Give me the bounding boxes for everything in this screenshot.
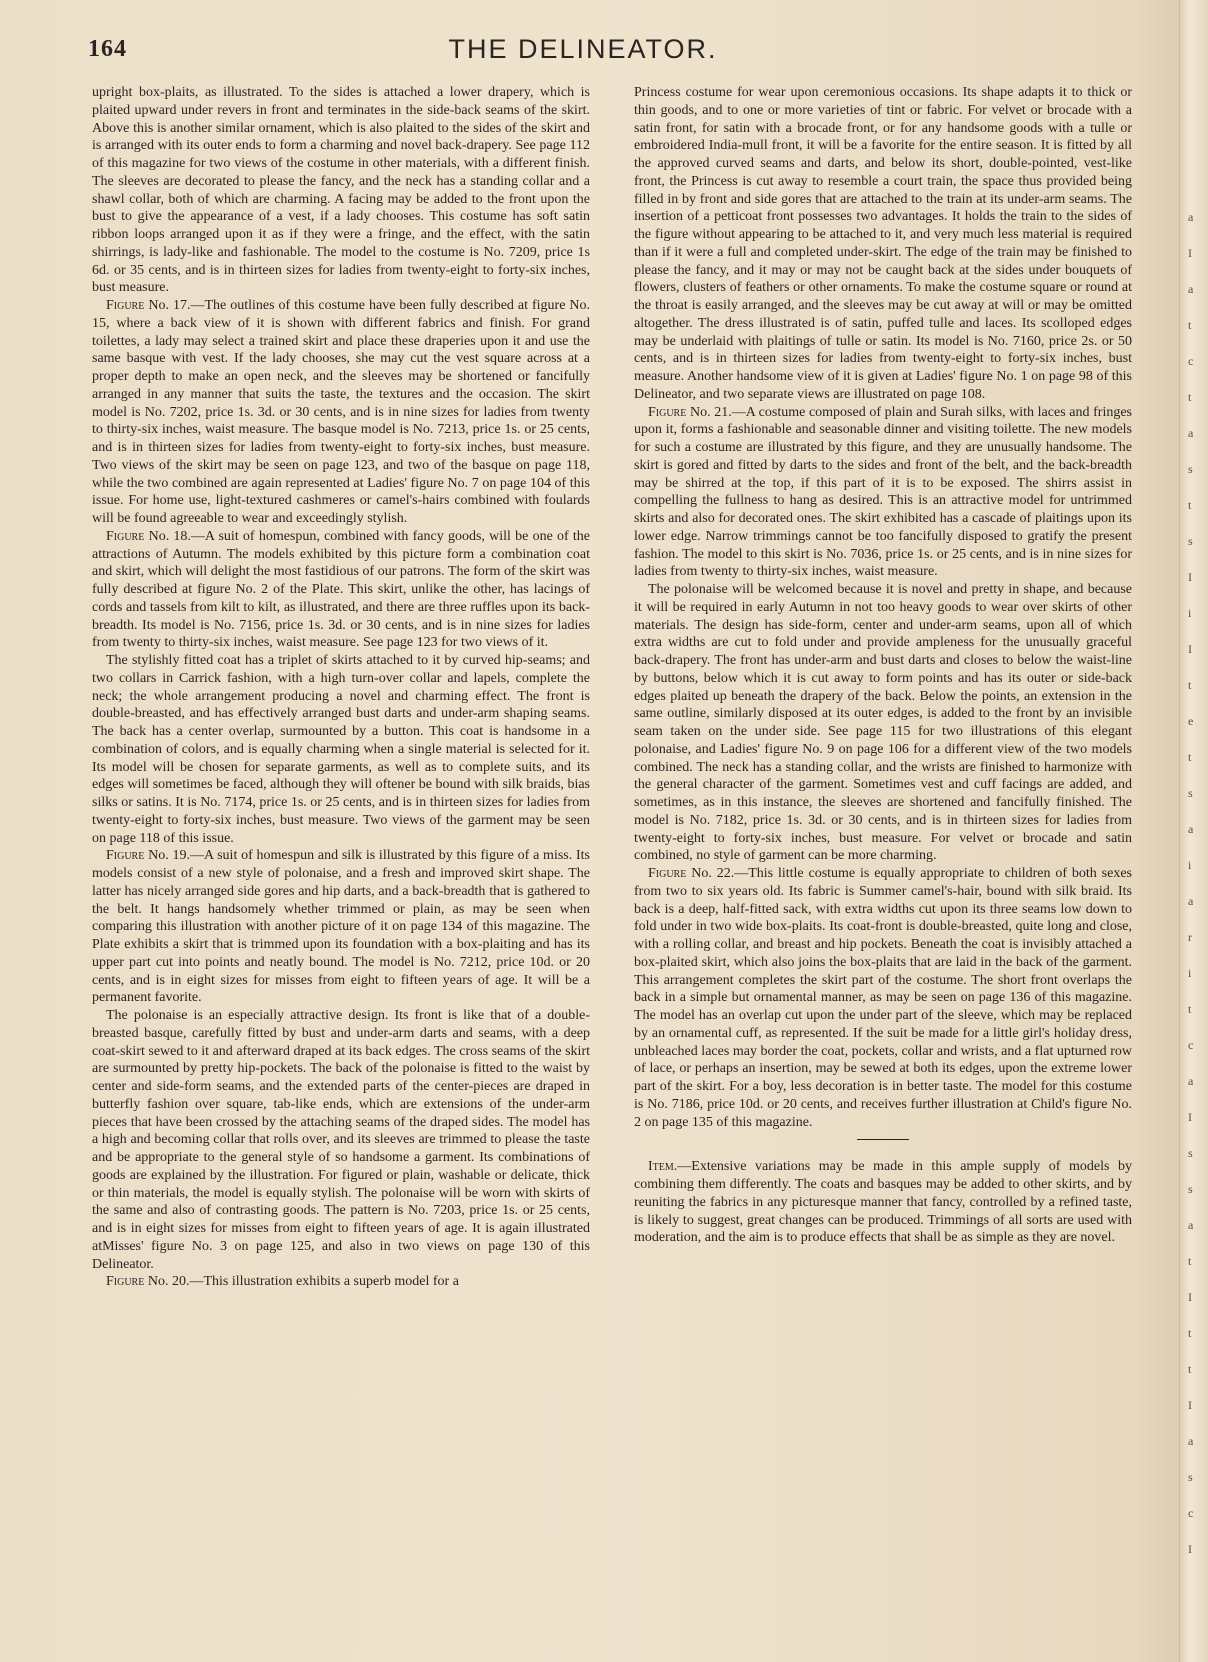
paragraph-text: upright box-plaits, as illustrated. To the sides is attached a lower drapery, which is plaited upward under revers in front and terminates in the side-back seams of the skirt. Above this is another similar ornament, which is also plaited to the sides of the skirt and is arranged with its outer ends to form a charming and novel back-drapery. See page 112 of this magazine for two views of the costume in other materials, with a different finish. The sleeves are decorated to please the fancy, and the neck has a standing collar and a shawl collar, both of which are charming. A facing may be added to the front upon the bust to give the appearance of a vest, if a lady chooses. This costume has soft satin ribbon loops arranged upon it as if they were a fringe, and the effect, with the satin shirrings, is lady-like and fashionable. The model to the costume is No. 7209, price 1s 6d. or 35 cents, and is in thirteen sizes for ladies from twenty-eight to forty-six inches, bust measure. xyxy=(92,85,590,296)
edge-letter: t xyxy=(1188,318,1192,332)
paragraph xyxy=(634,404,1132,582)
paragraph-lead: Figure xyxy=(106,528,145,544)
edge-letter: I xyxy=(1188,1398,1192,1412)
edge-letter: i xyxy=(1188,858,1192,872)
paragraph-text: No. 22.—This little costume is equally appropriate to children of both sexes from two to six years old. Its fabric is Summer camel's-hair, bound with silk braid. Its back is a deep, half-fitted sack, with extra widths cut upon its three seams low down to fold under in two wide box-plaits. Its coat-front is double-breasted, quite long and close, with a rolling collar, and breast and hip pockets. Beneath the coat is invisibly attached a box-plaited skirt, which also joins the box-plaits that are laid in the back of the garment. This arrangement completes the skirt part of the costume. The short front overlaps the back in a simple but ornamental manner, as may be seen on page 136 of this magazine. The model has an overlap cut upon the under part of the sleeve, which may be replaced by an ornamental cuff, as represented. If the suit be made for a little girl's holiday dress, unbleached laces may border the coat, pockets, collar and wrists, and a flat upturned row of lace, or perhaps an insertion, may be sewed at both its edges, upon the extreme lower part of the skirt. For a boy, less decoration is in better taste. The model for this costume is No. 7186, price 10d. or 20 cents, and receives further illustration at Child's figure No. 2 on page 135 of this magazine. xyxy=(634,866,1132,1130)
edge-letter: t xyxy=(1188,1362,1192,1376)
edge-letter: a xyxy=(1188,210,1194,224)
edge-letter: t xyxy=(1188,750,1192,764)
page-number: 164 xyxy=(88,36,127,62)
right-column xyxy=(634,84,1132,1247)
edge-letter: t xyxy=(1188,1002,1192,1016)
edge-letter: s xyxy=(1188,462,1193,476)
edge-letter: t xyxy=(1188,390,1192,404)
paragraph xyxy=(92,297,590,528)
edge-letter: a xyxy=(1188,282,1194,296)
item-note xyxy=(634,1158,1132,1247)
edge-letter: s xyxy=(1188,534,1193,548)
paragraph-text: No. 19.—A suit of homespun and silk is illustrated by this figure of a miss. Its models consist of a new style of polonaise, and a fresh and improved skirt shape. The latter has nicely arranged side gores and hip darts, and a back-breadth that is gathered to the belt. It hangs handsomely whether trimmed or plain, as may be seen when comparing this illustration with another picture of it on page 134 of this magazine. The Plate exhibits a skirt that is trimmed upon its foundation with a box-plaiting and has its upper part cut into points and neatly bound. The model is No. 7212, price 10d. or 20 cents, and is in eight sizes for misses from eight to fifteen years of age. It will be a permanent favorite. xyxy=(92,848,591,1006)
edge-letter: I xyxy=(1188,570,1192,584)
edge-letter: a xyxy=(1188,822,1194,836)
paragraph-text: Princess costume for wear upon ceremonious occasions. Its shape adapts it to thick or thin goods, and to one or more varieties of tint or fabric. For velvet or brocade with a satin front, for satin with a brocade front, or for any handsome goods with a tulle or embroidered India-mull front, it will be a favorite for the entire season. It is fitted by all the approved curved seams and darts, and below its short, double-pointed, vest-like front, the Princess is cut away to resemble a court train, the space thus provided being filled in by front and side gores that are attached to the train at its under-arm seams. The insertion of a petticoat front possesses two advantages. It holds the train to the sides of the figure without appearing to be attached to it, and very much less material is required than if it were a full and completed under-skirt. The edge of the train may be finished to please the fancy, and it may or may not be caught back at the sides under bouquets of flowers, clusters of feathers or other ornaments. To make the costume square or round at the throat is easily arranged, and the sleeves may be cut away at will or may be omitted altogether. The dress illustrated is of satin, puffed tulle and laces. Its scolloped edges may be underlaid with plaitings of tulle or satin. Its model is No. 7160, price 2s. or 50 cents, and is in thirteen sizes for ladies from twenty-eight to forty-six inches, bust measure. Another handsome view of it is given at Ladies' figure No. 1 on page 98 of this Delineator, and two separate views are illustrated on page 108. xyxy=(634,85,1132,402)
paragraph-text: The stylishly fitted coat has a triplet of skirts attached to it by curved hip-seams; and two collars in Carrick fashion, with a high turn-over collar and lapels, complete the neck; the whole arrangement producing a novel and charming effect. The front is double-breasted, and has effectively arranged bust darts and under-arm shaping seams. The back has a center overlap, surmounted by a button. This coat is handsome in a combination of colors, and is equally charming when a single material is selected for it. Its model will be chosen for separate garments, as well as to complete suits, and its edges will sometimes be faced, although they will oftener be bound with silk braids, bias silks or satins. It is No. 7174, price 1s. or 25 cents, and is in thirteen sizes for ladies from twenty-eight to forty-six inches, bust measure. Two views of the garment may be seen on page 118 of this issue. xyxy=(92,653,590,846)
paragraph-lead: Figure xyxy=(106,298,145,313)
left-column xyxy=(92,84,590,1291)
paragraph-text: No. 21.—A costume composed of plain and Surah silks, with laces and fringes upon it, forms a fashionable and seasonable dinner and visiting toilette. The new models for such a costume are illustrated by this figure, and they are unusually handsome. The skirt is gored and fitted by darts to the sides and front of the belt, and the back-breadth may be shirred at the top, if this part of it is to be exposed. The shirrs assist in compelling the fullness to hang as desired. This is an attractive model for untrimmed skirts and also for decorated ones. The skirt exhibited has a cascade of plaitings upon its lower edge. Narrow trimmings cannot be too fancifully disposed to gratify the present fashion. The model to this skirt is No. 7036, price 1s. or 25 cents, and is in nine sizes for ladies from twenty to thirty-six inches, waist measure. xyxy=(634,404,1132,580)
edge-letter: I xyxy=(1188,1290,1192,1304)
edge-letter: t xyxy=(1188,498,1192,512)
edge-letter: s xyxy=(1188,1470,1193,1484)
adjacent-page-edge xyxy=(1179,0,1208,1662)
paragraph-lead: Figure xyxy=(648,404,687,420)
paragraph-text: The polonaise will be welcomed because it is novel and pretty in shape, and because it will be required in early Autumn in not too heavy goods to wear over skirts of other materials. The design has side-form, center and under-arm seams, upon all of which extra widths are cut to fold under and provide ampleness for the unusually graceful back-drapery. The front has under-arm and bust darts and closes to below the waist-line by buttons, below which it is cut away to form points and has its outer or side-back edges plaited up beneath the drapery of the back. Below the points, an extension in the same outline, similarly disposed at its outer edges, is added to the front by an invisible seam taken on the under side. See page 115 for two illustrations of this elegant polonaise, and Ladies' figure No. 9 on page 106 for a different view of the two models combined. The neck has a standing collar, and the wrists are finished to harmonize with the general character of the garment. Sometimes vest and cuff facings are added, and sometimes, as in this instance, the sleeves are shortened and fancifully finished. The model is No. 7182, price 1s. 3d. or 30 cents, and is in thirteen sizes for ladies from twenty-eight to forty-six inches, bust measure. For velvet or brocade and satin combined, no style of garment can be more charming. xyxy=(634,582,1132,864)
paragraph xyxy=(92,528,590,652)
edge-letter: i xyxy=(1188,966,1192,980)
edge-letter: i xyxy=(1188,606,1192,620)
edge-letter: c xyxy=(1188,1506,1194,1520)
paragraph xyxy=(634,865,1132,1131)
paragraph-text: No. 18.—A suit of homespun, combined with fancy goods, will be one of the attractions of Autumn. The models exhibited by this picture form a combination coat and skirt, which will delight the most fastidious of our patrons. The form of the skirt was fully described at figure No. 2 of the Plate. This skirt, unlike the other, has lacings of cords and tassels from kilt to kilt, as illustrated, and there are three ruffles upon its back-breadth. Its model is No. 7156, price 1s. 3d. or 30 cents, and is in nine sizes for ladies from twenty to thirty-six inches, waist measure. See page 123 for two views of it. xyxy=(92,528,591,651)
edge-letter: s xyxy=(1188,1146,1193,1160)
edge-letter: t xyxy=(1188,1254,1192,1268)
paragraph-text: No. 17.—The outlines of this costume have been fully described at figure No. 15, where a back view of it is shown with different fabrics and finish. For grand toilettes, a lady may select a trained skirt and place these draperies upon it and use the same basque with vest. If the lady chooses, she may cut the vest square across at a proper depth to make an open neck, and the sleeves may be shortened or fancifully arranged in any manner that suits the taste, the textures and the occasion. The skirt model is No. 7202, price 1s. 3d. or 30 cents, and is in nine sizes for ladies from twenty to thirty-six inches, waist measure. The basque model is No. 7213, price 1s. or 25 cents, and is in thirteen sizes for ladies from twenty-eight to forty-six inches, bust measure. Two views of the skirt may be seen on page 123, and two of the basque on page 118, while the two combined are again represented at Ladies' figure No. 7 on page 104 of this issue. For home use, light-textured cashmeres or camel's-hairs combined with foulards will be found agreeable to wear and exceedingly stylish. xyxy=(92,298,591,526)
edge-letter: I xyxy=(1188,246,1192,260)
paragraph xyxy=(92,84,590,297)
section-divider xyxy=(857,1139,909,1140)
edge-letter: a xyxy=(1188,1074,1194,1088)
edge-letter: a xyxy=(1188,894,1194,908)
paragraph-lead: Figure xyxy=(106,848,145,864)
paragraph xyxy=(92,847,590,1007)
paragraph xyxy=(92,1007,590,1273)
edge-letter: t xyxy=(1188,1326,1192,1340)
edge-letter: I xyxy=(1188,642,1192,656)
edge-letter: a xyxy=(1188,426,1194,440)
paragraph xyxy=(92,652,590,847)
edge-letter: c xyxy=(1188,354,1194,368)
paragraph-text: The polonaise is an especially attractive design. Its front is like that of a double-breasted basque, carefully fitted by bust and under-arm darts and seams, with a deep coat-skirt sewed to it and afterward draped at its back edges. The cross seams of the skirt are surmounted by pretty hip-pockets. The back of the polonaise is fitted to the waist by center and side-form seams, and the extended parts of the center-pieces are draped in butterfly fashion over square, tab-like ends, which are extensions of the under-arm pieces that have been crossed by the attaching seams of the draped sides. The model has a high and becoming collar that rolls over, and its sleeves are trimmed to please the taste and be appropriate to the general style of so handsome a garment. Its combinations of goods are explained by the illustration. For figured or plain, washable or delicate, thick or thin materials, the model is equally stylish. The polonaise will be worn with skirts of the same and also of contrasting goods. The pattern is No. 7203, price 1s. or 25 cents, and is in eight sizes for misses from eight to fifteen years of age. It is again illustrated atMisses' figure No. 3 on page 125, and also in two views on page 130 of this Delineator. xyxy=(92,1008,590,1272)
item-note-text: —Extensive variations may be made in this ample supply of models by combining them differently. The coats and basques may be added to other skirts, and by reuniting the fabrics in any picturesque manner that fancy, controlled by a refined taste, is likely to suggest, great changes can be produced. Trimmings of all sorts are used with moderation, and the aim is to produce effects that shall be as simple as they are novel. xyxy=(634,1159,1132,1246)
edge-letter: s xyxy=(1188,1182,1193,1196)
paragraph-lead: Figure xyxy=(106,1274,145,1290)
edge-letter: s xyxy=(1188,786,1193,800)
edge-letter: I xyxy=(1188,1542,1192,1556)
item-note-lead: Item. xyxy=(648,1159,678,1175)
edge-letter: c xyxy=(1188,1038,1194,1052)
edge-letter: r xyxy=(1188,930,1192,944)
edge-letter: e xyxy=(1188,714,1194,728)
running-title: THE DELINEATOR. xyxy=(448,34,718,64)
paragraph xyxy=(634,581,1132,865)
paragraph xyxy=(634,84,1132,404)
edge-letter: t xyxy=(1188,678,1192,692)
paragraph-lead: Figure xyxy=(648,866,687,881)
page-header xyxy=(88,34,1138,74)
edge-letter: I xyxy=(1188,1110,1192,1124)
paragraph-text: No. 20.—This illustration exhibits a superb model for a xyxy=(147,1274,459,1290)
edge-letter: a xyxy=(1188,1434,1194,1448)
edge-letter: a xyxy=(1188,1218,1194,1232)
paragraph xyxy=(92,1273,590,1291)
